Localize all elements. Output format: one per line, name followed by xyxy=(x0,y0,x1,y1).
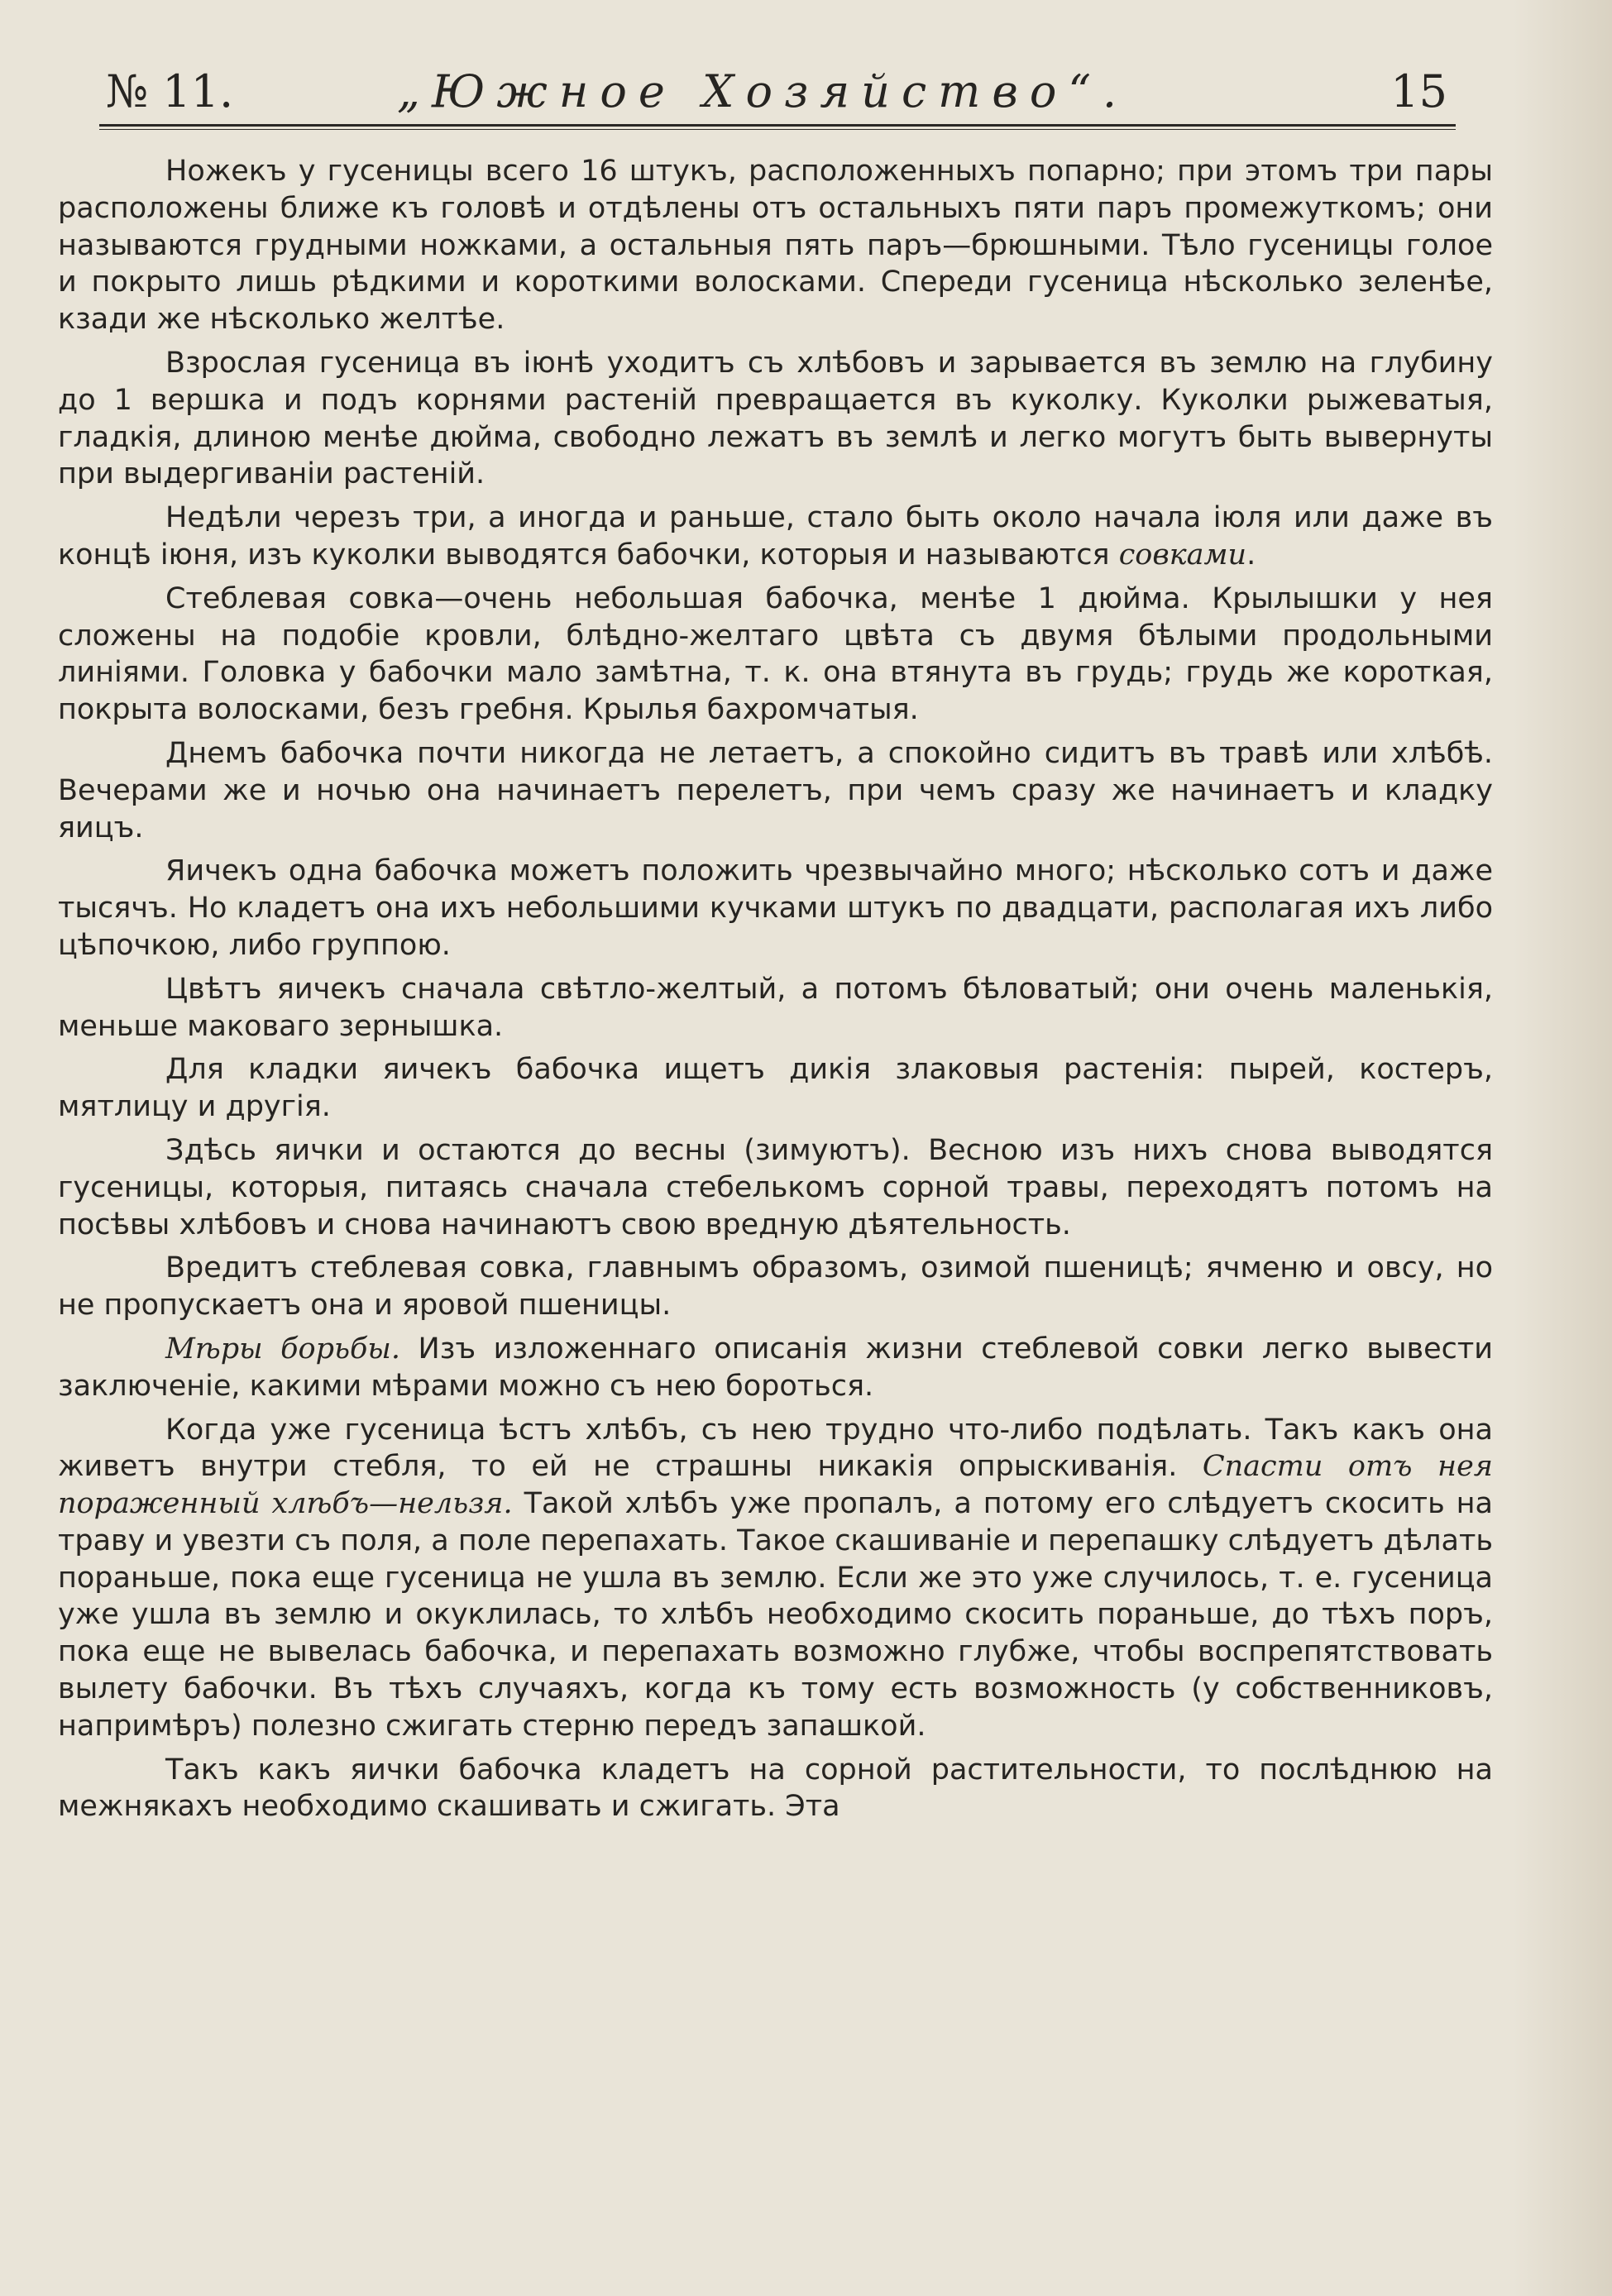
header-rule-thin xyxy=(99,129,1456,130)
paragraph: Взрослая гусеница въ іюнѣ уходитъ съ хлѣбовъ и зарывается въ землю на глубину до 1 вершка и подъ корнями растеній превращается въ куколку. Куколки рыжеватыя, гладкія, длиною менѣе дюйма, свободно лежатъ въ землѣ и легко могутъ быть вывернуты при выдергиваніи растеній. xyxy=(58,346,1493,491)
journal-title: „Южное Хозяйство“. xyxy=(397,65,1129,117)
paragraph-text: . xyxy=(1246,538,1256,572)
page-edge-shadow xyxy=(1513,0,1612,2296)
emphasis: Спасти отъ нея пораженный хлѣбъ—нельзя. xyxy=(58,1450,1493,1521)
paragraph: Цвѣтъ яичекъ сначала свѣтло-желтый, а потомъ бѣловатый; они очень маленькія, меньше маковаго зернышка. xyxy=(58,972,1493,1043)
paragraph-text: Такой хлѣбъ уже пропалъ, а потому его слѣдуетъ скосить на траву и увезти съ поля, а поле перепахать. Такое скашиваніе и перепашку слѣдуетъ дѣлать пораньше, пока еще гусеница не ушла въ землю. Если же это уже случилось, т. е. гусеница уже ушла въ землю и окуклилась, то хлѣбъ необходимо скосить пораньше, до тѣхъ поръ, пока еще не вывелась бабочка, и перепахать возможно глубже, чтобы воспрепятствовать вылету бабочки. Въ тѣхъ случаяхъ, когда къ тому есть возможность (у собственниковъ, напримѣръ) полезно сжигать стерню передъ запашкой. xyxy=(58,1487,1493,1743)
issue-number: № 11. xyxy=(106,65,234,117)
paragraph: Такъ какъ яички бабочка кладетъ на сорной растительности, то послѣднюю на межнякахъ необходимо скашивать и сжигать. Эта xyxy=(58,1753,1493,1824)
header-rule xyxy=(99,124,1456,127)
paragraph: Ножекъ у гусеницы всего 16 штукъ, расположенныхъ попарно; при этомъ три пары расположены ближе къ головѣ и отдѣлены отъ остальныхъ пяти паръ промежуткомъ; они называются грудными ножками, а остальныя пять паръ—брюшными. Тѣло гусеницы голое и покрыто лишь рѣдкими и короткими волосками. Спереди гусеница нѣсколько зеленѣе, кзади же нѣсколько желтѣе. xyxy=(58,155,1493,337)
section-heading-inline: Мѣры борьбы. xyxy=(165,1332,401,1366)
paragraph: Яичекъ одна бабочка можетъ положить чрезвычайно много; нѣсколько сотъ и даже тысячъ. Но кладетъ она ихъ небольшими кучками штукъ по двадцати, располагая ихъ либо цѣпочкою, либо группою. xyxy=(58,854,1493,962)
paragraph: Стеблевая совка—очень небольшая бабочка, менѣе 1 дюйма. Крылышки у нея сложены на подобіе кровли, блѣдно-желтаго цвѣта съ двумя бѣлыми продольными линіями. Головка у бабочки мало замѣтна, т. к. она втянута въ грудь; грудь же короткая, покрыта волосками, безъ гребня. Крылья бахромчатыя. xyxy=(58,581,1493,727)
emphasis: совками xyxy=(1118,538,1247,572)
paragraph-text: Изъ изложеннаго описанія жизни стеблевой совки легко вывести заключеніе, какими мѣрами можно съ нею бороться. xyxy=(58,1332,1493,1403)
running-header xyxy=(99,62,1456,128)
page-number: 15 xyxy=(1390,65,1447,117)
paragraph-text: Недѣли черезъ три, а иногда и раньше, стало быть около начала іюля или даже въ концѣ іюня, изъ куколки выводятся бабочки, которыя и называются xyxy=(58,501,1493,572)
paragraph-text: Когда уже гусеница ѣстъ хлѣбъ, съ нею трудно что-либо подѣлать. Такъ какъ она живетъ внутри стебля, то ей не страшны никакія опрыскиванія. xyxy=(58,1413,1493,1484)
paragraph: Для кладки яичекъ бабочка ищетъ дикія злаковыя растенія: пырей, костеръ, мятлицу и другія. xyxy=(58,1053,1493,1124)
paragraph xyxy=(58,500,1493,574)
article-body xyxy=(58,153,1493,1832)
paragraph: Вредитъ стеблевая совка, главнымъ образомъ, озимой пшеницѣ; ячменю и овсу, но не пропускаетъ она и яровой пшеницы. xyxy=(58,1251,1493,1323)
paragraph xyxy=(58,1412,1493,1745)
paragraph: Днемъ бабочка почти никогда не летаетъ, а спокойно сидитъ въ травѣ или хлѣбѣ. Вечерами же и ночью она начинаетъ перелетъ, при чемъ сразу же начинаетъ и кладку яицъ. xyxy=(58,736,1493,844)
paragraph xyxy=(58,1331,1493,1405)
paragraph: Здѣсь яички и остаются до весны (зимуютъ). Весною изъ нихъ снова выводятся гусеницы, которыя, питаясь сначала стебелькомъ сорной травы, переходятъ потомъ на посѣвы хлѣбовъ и снова начинаютъ свою вредную дѣятельность. xyxy=(58,1133,1493,1241)
